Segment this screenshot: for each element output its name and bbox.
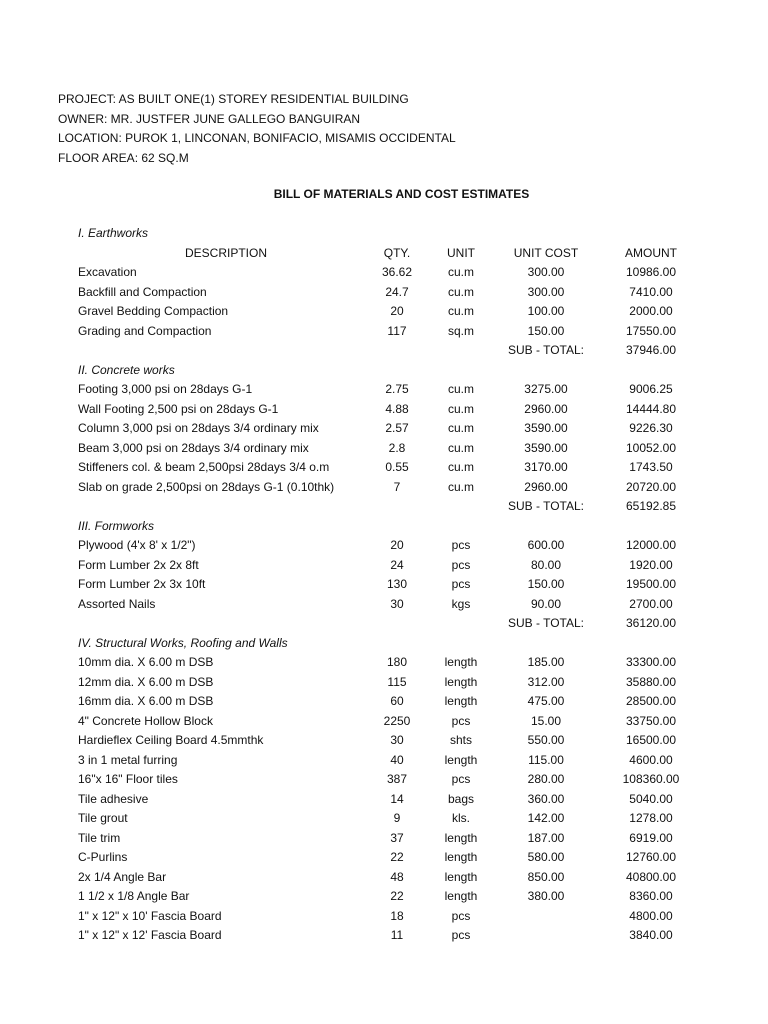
item-amount: 1743.50 [629, 460, 673, 474]
table-row [0, 770, 768, 790]
item-description: Beam 3,000 psi on 28days 3/4 ordinary mix [78, 440, 309, 455]
item-description: Plywood (4'x 8' x 1/2") [78, 538, 196, 552]
table-row [0, 790, 768, 810]
item-unit: length [444, 830, 478, 845]
item-unit: length [444, 889, 478, 903]
item-qty: 180 [386, 655, 408, 669]
item-qty: 37 [390, 830, 404, 845]
item-description: Backfill and Compaction [78, 284, 207, 299]
section-title: II. Concrete works [78, 362, 175, 377]
item-unit: sq.m [447, 323, 474, 338]
item-unit: kls. [452, 811, 470, 825]
item-unit: cu.m [447, 440, 474, 455]
item-amount: 4800.00 [629, 908, 673, 923]
item-description: 16mm dia. X 6.00 m DSB [78, 694, 214, 708]
item-qty: 22 [390, 850, 404, 864]
item-unit-cost: 150.00 [527, 577, 565, 591]
section-title: IV. Structural Works, Roofing and Walls [78, 635, 288, 650]
column-header-unit-cost: UNIT COST [513, 245, 579, 260]
table-row [0, 556, 768, 576]
item-description: Hardieflex Ceiling Board 4.5mmthk [78, 733, 264, 747]
item-unit: cu.m [447, 284, 474, 299]
table-row [0, 302, 768, 322]
item-qty: 18 [390, 908, 404, 923]
table-row [0, 926, 768, 946]
item-description: 3 in 1 metal furring [78, 752, 178, 767]
item-description: 10mm dia. X 6.00 m DSB [78, 655, 214, 669]
item-unit-cost: 850.00 [527, 869, 565, 884]
table-row [0, 478, 768, 498]
item-qty: 30 [390, 733, 404, 747]
table-row [0, 887, 768, 907]
item-amount: 5040.00 [629, 791, 673, 806]
item-unit-cost: 150.00 [527, 323, 565, 338]
item-unit: length [444, 655, 478, 669]
cost-estimate-table [0, 224, 768, 946]
item-description: 1 1/2 x 1/8 Angle Bar [78, 889, 190, 903]
item-qty: 24 [390, 557, 404, 572]
item-unit: bags [447, 791, 475, 806]
item-unit: cu.m [447, 382, 474, 396]
item-unit: pcs [451, 713, 471, 728]
table-row [0, 692, 768, 712]
item-unit-cost: 15.00 [530, 713, 562, 728]
item-unit-cost: 187.00 [527, 830, 565, 845]
item-unit: pcs [451, 772, 471, 786]
item-amount: 19500.00 [625, 577, 677, 591]
section-title: III. Formworks [78, 518, 155, 533]
item-qty: 2.8 [388, 440, 406, 455]
item-amount: 33750.00 [625, 713, 677, 728]
item-unit: length [444, 674, 478, 689]
table-row [0, 439, 768, 459]
item-qty: 2.75 [385, 382, 409, 396]
table-row [0, 731, 768, 751]
item-qty: 14 [390, 791, 404, 806]
item-unit-cost: 100.00 [527, 304, 565, 318]
item-unit: cu.m [447, 304, 474, 318]
item-unit: pcs [451, 908, 471, 923]
table-row [0, 751, 768, 771]
item-unit: shts [449, 733, 472, 747]
table-row [0, 653, 768, 673]
item-amount: 40800.00 [625, 869, 677, 884]
table-row [0, 458, 768, 478]
item-amount: 6919.00 [629, 830, 673, 845]
item-unit: cu.m [447, 421, 474, 435]
table-row [0, 848, 768, 868]
item-qty: 130 [386, 577, 408, 591]
subtotal-label: SUB - TOTAL: [507, 616, 585, 630]
item-qty: 20 [390, 538, 404, 552]
item-unit-cost: 380.00 [527, 889, 565, 903]
item-unit-cost: 3590.00 [524, 421, 568, 435]
item-qty: 48 [390, 869, 404, 884]
subtotal-row [0, 341, 768, 361]
section-title-row [0, 517, 768, 537]
item-description: Tile grout [78, 811, 128, 825]
item-unit: pcs [451, 538, 471, 552]
item-unit: pcs [451, 577, 471, 591]
item-description: Tile adhesive [78, 791, 149, 806]
item-amount: 3840.00 [629, 928, 673, 942]
item-unit-cost: 90.00 [530, 596, 562, 611]
item-amount: 2000.00 [629, 304, 673, 318]
section-title-row [0, 634, 768, 654]
table-row [0, 419, 768, 439]
item-qty: 7 [393, 479, 401, 494]
subtotal-value: 36120.00 [625, 616, 677, 630]
item-qty: 4.88 [385, 401, 409, 416]
column-header-unit: UNIT [447, 245, 475, 260]
item-description: Excavation [78, 265, 137, 279]
item-amount: 35880.00 [625, 674, 677, 689]
item-qty: 40 [390, 752, 404, 767]
item-description: 4" Concrete Hollow Block [78, 713, 213, 728]
table-row [0, 263, 768, 283]
item-qty: 117 [387, 323, 407, 338]
item-unit-cost: 142.00 [527, 811, 565, 825]
item-description: Form Lumber 2x 3x 10ft [78, 577, 206, 591]
item-amount: 14444.80 [625, 401, 677, 416]
subtotal-row [0, 614, 768, 634]
item-unit: cu.m [447, 401, 474, 416]
item-amount: 17550.00 [625, 323, 677, 338]
item-unit-cost: 3590.00 [524, 440, 568, 455]
item-description: Form Lumber 2x 2x 8ft [78, 557, 199, 572]
table-row [0, 829, 768, 849]
item-description: Grading and Compaction [78, 323, 212, 338]
table-row [0, 283, 768, 303]
subtotal-value: 37946.00 [625, 343, 677, 357]
item-amount: 7410.00 [629, 284, 673, 299]
table-row [0, 380, 768, 400]
item-qty: 20 [390, 304, 404, 318]
item-qty: 2250 [383, 713, 411, 728]
document-title: BILL OF MATERIALS AND COST ESTIMATES [273, 187, 530, 201]
item-description: 12mm dia. X 6.00 m DSB [78, 674, 214, 689]
subtotal-label: SUB - TOTAL: [507, 499, 585, 513]
table-row [0, 712, 768, 732]
table-row [0, 868, 768, 888]
item-amount: 1278.00 [629, 811, 673, 825]
item-unit-cost: 300.00 [527, 284, 565, 299]
item-qty: 60 [390, 694, 404, 708]
item-amount: 1920.00 [629, 557, 673, 572]
item-unit: pcs [451, 557, 471, 572]
subtotal-row [0, 497, 768, 517]
item-unit: kgs [451, 596, 471, 611]
item-unit-cost: 80.00 [530, 557, 562, 572]
item-unit-cost: 300.00 [527, 265, 565, 279]
table-row [0, 536, 768, 556]
subtotal-value: 65192.85 [625, 499, 677, 513]
subtotal-label: SUB - TOTAL: [507, 343, 585, 357]
table-row [0, 322, 768, 342]
item-description: Stiffeners col. & beam 2,500psi 28days 3/4 o.m [78, 460, 330, 474]
item-qty: 115 [387, 674, 407, 689]
item-qty: 24.7 [385, 284, 409, 299]
item-unit-cost: 2960.00 [524, 401, 568, 416]
item-unit: pcs [451, 928, 471, 942]
item-unit-cost: 3275.00 [524, 382, 568, 396]
item-qty: 9 [393, 811, 401, 825]
item-unit-cost: 475.00 [527, 694, 565, 708]
section-title-row [0, 224, 768, 244]
item-amount: 4600.00 [629, 752, 673, 767]
item-description: Gravel Bedding Compaction [78, 304, 229, 318]
item-description: 1" x 12" x 12' Fascia Board [78, 928, 222, 942]
item-qty: 30 [390, 596, 404, 611]
item-unit: length [444, 869, 478, 884]
item-unit-cost: 185.00 [527, 655, 565, 669]
item-qty: 0.55 [385, 460, 409, 474]
owner-line: OWNER: MR. JUSTFER JUNE GALLEGO BANGUIRAN [58, 111, 361, 126]
item-amount: 8360.00 [629, 889, 673, 903]
table-row [0, 673, 768, 693]
item-amount: 9226.30 [629, 421, 673, 435]
item-amount: 28500.00 [625, 694, 677, 708]
item-unit-cost: 312.00 [527, 674, 565, 689]
item-unit-cost: 115.00 [528, 752, 564, 767]
item-unit: cu.m [447, 479, 474, 494]
column-header-description: DESCRIPTION [184, 245, 267, 260]
item-unit-cost: 2960.00 [524, 479, 568, 494]
item-unit-cost: 360.00 [527, 791, 565, 806]
item-qty: 387 [386, 772, 408, 786]
item-amount: 108360.00 [622, 772, 680, 786]
item-unit-cost: 280.00 [527, 772, 565, 786]
item-amount: 9006.25 [629, 382, 673, 396]
item-unit-cost: 550.00 [527, 733, 565, 747]
item-qty: 36.62 [381, 265, 413, 279]
item-amount: 10052.00 [625, 440, 677, 455]
item-description: Footing 3,000 psi on 28days G-1 [78, 382, 253, 396]
item-description: Column 3,000 psi on 28days 3/4 ordinary mix [78, 421, 319, 435]
item-description: 2x 1/4 Angle Bar [78, 869, 167, 884]
table-row [0, 595, 768, 615]
floor-area-line: FLOOR AREA: 62 SQ.M [58, 150, 189, 165]
item-qty: 22 [390, 889, 404, 903]
item-amount: 33300.00 [625, 655, 677, 669]
item-unit-cost: 3170.00 [524, 460, 568, 474]
table-row [0, 400, 768, 420]
item-unit-cost: 580.00 [527, 850, 565, 864]
item-unit: length [444, 752, 478, 767]
column-header-amount: AMOUNT [625, 245, 677, 260]
item-description: 1" x 12" x 10' Fascia Board [78, 908, 222, 923]
item-unit-cost: 600.00 [527, 538, 565, 552]
item-description: C-Purlins [78, 850, 128, 864]
item-description: 16"x 16" Floor tiles [78, 772, 178, 786]
item-amount: 16500.00 [625, 733, 677, 747]
column-header-qty: QTY. [383, 245, 411, 260]
item-unit: length [444, 850, 478, 864]
column-header-row [0, 244, 768, 264]
item-amount: 12000.00 [625, 538, 677, 552]
item-amount: 2700.00 [629, 596, 673, 611]
item-description: Assorted Nails [78, 596, 156, 611]
item-description: Wall Footing 2,500 psi on 28days G-1 [78, 401, 279, 416]
item-unit: length [444, 694, 478, 708]
project-line: PROJECT: AS BUILT ONE(1) STOREY RESIDENTIAL BUILDING [58, 92, 409, 106]
item-unit: cu.m [447, 460, 474, 474]
item-amount: 20720.00 [625, 479, 677, 494]
project-header [58, 90, 456, 168]
item-description: Slab on grade 2,500psi on 28days G-1 (0.10thk) [78, 479, 335, 494]
item-amount: 10986.00 [625, 265, 677, 279]
item-amount: 12760.00 [625, 850, 677, 864]
section-title: I. Earthworks [78, 226, 149, 240]
section-title-row [0, 361, 768, 381]
item-qty: 11 [390, 928, 404, 942]
location-line: LOCATION: PUROK 1, LINCONAN, BONIFACIO, MISAMIS OCCIDENTAL [58, 131, 456, 145]
table-row [0, 907, 768, 927]
table-row [0, 575, 768, 595]
item-unit: cu.m [447, 265, 474, 279]
item-description: Tile trim [78, 830, 121, 845]
item-qty: 2.57 [385, 421, 409, 435]
table-row [0, 809, 768, 829]
